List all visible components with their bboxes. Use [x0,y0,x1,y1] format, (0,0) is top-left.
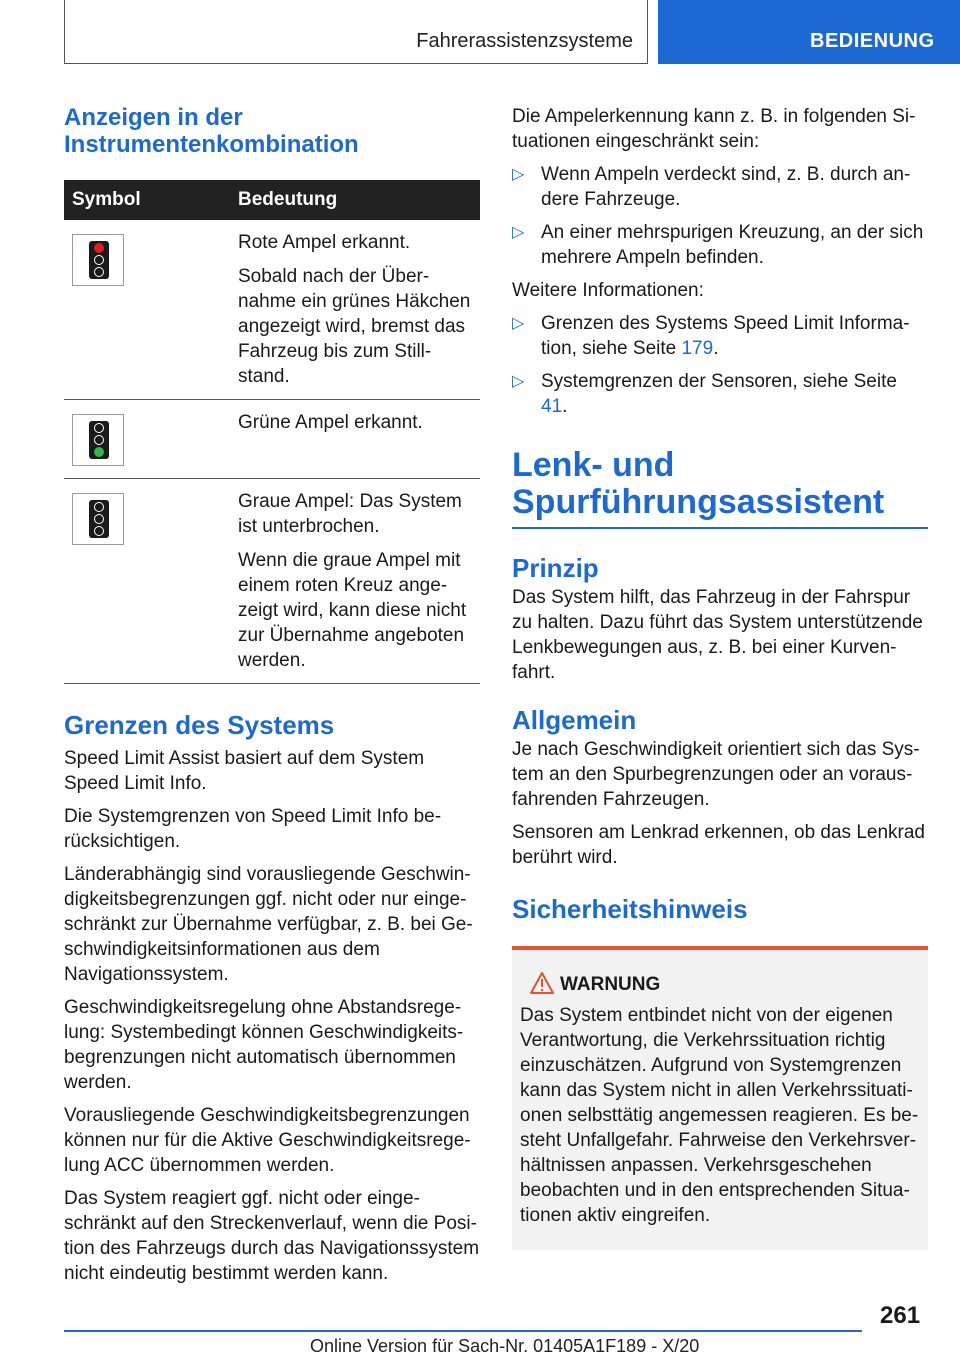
page-link-179[interactable]: 179 [681,338,714,359]
limits-paragraph: Länderabhängig sind vorausliegende Geschwin-digkeitsbegrenzungen ggf. nicht oder nur einge-schränkt zur Übernahme verfügbar, z. B. bei Ge-schwindigkeitsinformationen aus dem Navigationssystem. [64,864,473,985]
heading-rule [512,527,928,529]
prinzip-text: Das System hilft, das Fahrzeug in der Fahrspur zu halten. Dazu führt das System unterstützende Lenkbewegungen aus, z. B. bei einer Kurven-fahrt. [512,586,923,683]
list-item: ▷ Grenzen des Systems Speed Limit Informa-tion, siehe Seite 179. [512,313,910,359]
bullet-triangle-icon: ▷ [512,315,525,332]
list-item: ▷ An einer mehrspurigen Kreuzung, an der sich mehrere Ampeln befinden. [512,222,924,268]
header-chapter-tab [658,0,960,64]
main-heading: Lenk- und Spurführungsassistent [512,446,885,521]
traffic-light-green-icon [72,414,124,466]
header-section-box [64,0,648,64]
table-row [64,400,480,479]
left-column [64,104,480,1286]
footer-rule [64,1330,862,1332]
row-text: Rote Ampel erkannt. [238,232,411,253]
warning-triangle-icon [530,972,554,1001]
limits-paragraph: Speed Limit Assist basiert auf dem System Speed Limit Info. [64,748,425,794]
row-text: Graue Ampel: Das System ist unterbrochen. [238,491,462,537]
allgemein-text: Je nach Geschwindigkeit orientiert sich das Sys-tem an den Spurbegrenzungen oder an voraus-fahrenden Fahrzeugen. [512,738,920,810]
display-heading-line2: Instrumentenkombination [64,131,359,158]
traffic-light-grey-icon [72,493,124,545]
limits-paragraph: Vorausliegende Geschwindigkeitsbegrenzungen können nur für die Aktive Geschwindigkeitsrege-lung ACC übernommen werden. [64,1105,471,1176]
page-link-41[interactable]: 41 [541,396,563,417]
limits-paragraph: Die Systemgrenzen von Speed Limit Info be-rücksichtigen. [64,806,442,852]
limits-paragraph: Geschwindigkeitsregelung ohne Abstandsrege-lung: Systembedingt können Geschwindigkeits-begrenzungen nicht automatisch übernommen werden. [64,997,464,1093]
list-item: ▷ Wenn Ampeln verdeckt sind, z. B. durch an-dere Fahrzeuge. [512,164,911,210]
row-text: Sobald nach der Über-nahme ein grünes Häkchen angezeigt wird, bremst das Fahrzeug bis zum Still-stand. [238,266,471,387]
header-section-title: Fahrerassistenzsysteme [416,30,633,52]
prinzip-heading: Prinzip [512,552,599,583]
display-heading [64,104,480,158]
warning-box [512,946,928,1250]
bullet-triangle-icon: ▷ [512,166,525,183]
symbol-table-header [64,180,480,220]
warning-title: WARNUNG [520,972,920,997]
safety-heading: Sicherheitshinweis [512,893,748,924]
row-text: Grüne Ampel erkannt. [238,412,423,433]
footer-text: Online Version für Sach-Nr. 01405A1F189 - X/20 [310,1336,700,1356]
symbol-table [64,180,480,684]
warning-text: Das System entbindet nicht von der eigenen Verantwortung, die Verkehrssituation richtig einzuschätzen. Aufgrund von Systemgrenzen kann das System nicht in allen Verkehrssituati-onen selbsttätig angemessen reagieren. Es be-steht Unfallgefahr. Fahrweise den Verkehrsver-hältnissen anpassen. Verkehrsgeschehen beobachten und in den entsprechenden Situa-tionen aktiv eingreifen. [520,1004,919,1226]
intro-text: Die Ampelerkennung kann z. B. in folgenden Si-tuationen eingeschränkt sein: [512,106,916,152]
row-text: Wenn die graue Ampel mit einem roten Kreuz ange-zeigt wird, kann diese nicht zur Übernahme angeboten werden. [238,550,467,671]
allgemein-heading: Allgemein [512,704,637,735]
col-meaning: Bedeutung [238,180,480,220]
page-number: 261 [880,1302,921,1329]
limits-heading: Grenzen des Systems [64,710,335,740]
table-row [64,220,480,400]
display-heading-line1: Anzeigen in der [64,104,243,131]
list-item: ▷ Systemgrenzen der Sensoren, siehe Seite 41. [512,371,897,417]
header-chapter-title: BEDIENUNG [810,30,935,52]
bullet-triangle-icon: ▷ [512,224,525,241]
bullet-triangle-icon: ▷ [512,373,525,390]
more-info-label: Weitere Informationen: [512,280,704,301]
limits-paragraph: Das System reagiert ggf. nicht oder einge-schränkt auf den Streckenverlauf, wenn die Posi-tion des Fahrzeugs durch das Navigationssystem nicht eindeutig bestimmt werden kann. [64,1188,480,1284]
allgemein-text: Sensoren am Lenkrad erkennen, ob das Lenkrad berührt wird. [512,821,925,868]
col-symbol: Symbol [64,180,238,220]
table-row [64,479,480,684]
traffic-light-red-icon [72,234,124,286]
right-column [512,104,928,1250]
